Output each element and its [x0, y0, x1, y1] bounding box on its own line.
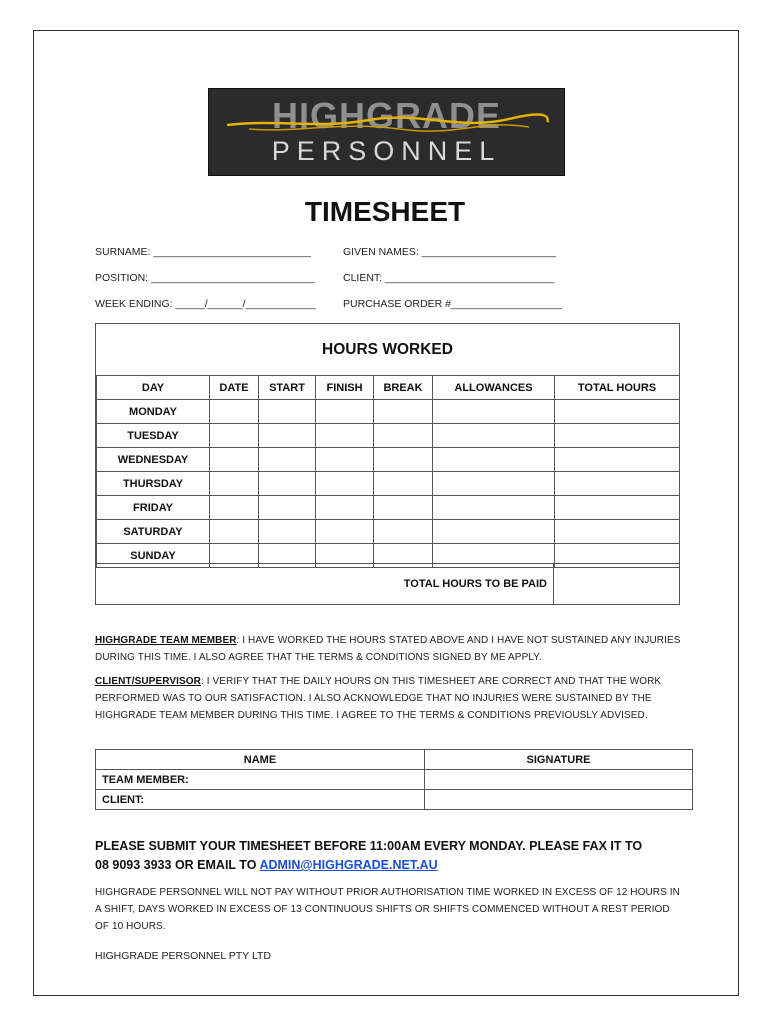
- start-cell[interactable]: [259, 448, 316, 472]
- team-member-text: : I HAVE WORKED THE HOURS STATED ABOVE AND I HAVE NOT SUSTAINED ANY INJURIES DURING THIS TIME. I ALSO AGREE THAT THE TERMS & CONDITIONS SIGNED BY ME APPLY.: [95, 635, 681, 663]
- table-row: [97, 448, 680, 472]
- hours-worked-table: [95, 323, 680, 605]
- date-cell[interactable]: [210, 448, 259, 472]
- date-cell[interactable]: [210, 424, 259, 448]
- name-header: NAME: [96, 750, 425, 770]
- start-cell[interactable]: [259, 424, 316, 448]
- week-ending-field[interactable]: WEEK ENDING: _____/______/____________: [95, 298, 316, 310]
- start-cell[interactable]: [259, 520, 316, 544]
- col-start: START: [259, 376, 316, 400]
- finish-cell[interactable]: [316, 472, 374, 496]
- day-label: THURSDAY: [97, 472, 210, 496]
- client-field[interactable]: CLIENT: _____________________________: [343, 272, 555, 284]
- allowances-cell[interactable]: [433, 496, 555, 520]
- team-member-signature-cell[interactable]: [425, 770, 693, 790]
- hours-grid: [96, 375, 680, 568]
- company-logo: [208, 88, 565, 176]
- given-names-field[interactable]: GIVEN NAMES: _______________________: [343, 246, 557, 258]
- col-date: DATE: [210, 376, 259, 400]
- logo-line1: HIGHGRADE: [271, 95, 501, 136]
- col-allowances: ALLOWANCES: [433, 376, 555, 400]
- finish-cell[interactable]: [316, 520, 374, 544]
- purchase-order-field[interactable]: PURCHASE ORDER #___________________: [343, 298, 562, 310]
- team-member-label[interactable]: TEAM MEMBER:: [96, 770, 425, 790]
- allowances-cell[interactable]: [433, 472, 555, 496]
- day-label: WEDNESDAY: [97, 448, 210, 472]
- finish-cell[interactable]: [316, 424, 374, 448]
- break-cell[interactable]: [374, 496, 433, 520]
- allowances-cell[interactable]: [433, 424, 555, 448]
- date-cell[interactable]: [210, 472, 259, 496]
- team-member-declaration: [95, 632, 685, 666]
- break-cell[interactable]: [374, 424, 433, 448]
- client-signature-cell[interactable]: [425, 790, 693, 810]
- client-label[interactable]: CLIENT:: [96, 790, 425, 810]
- hours-worked-title: HOURS WORKED: [322, 341, 453, 358]
- client-text: : I VERIFY THAT THE DAILY HOURS ON THIS TIMESHEET ARE CORRECT AND THAT THE WORK PERFORMED WAS TO OUR SATISFACTION. I ALSO ACKNOWLEDGE THAT NO INJURIES WERE SUSTAINED BY THE HIGHGRADE TEAM MEMBER DURING THIS TIME. I AGREE TO THE TERMS & CONDITIONS PREVIOUSLY ADVISED.: [95, 676, 662, 721]
- start-cell[interactable]: [259, 472, 316, 496]
- policy-text: HIGHGRADE PERSONNEL WILL NOT PAY WITHOUT PRIOR AUTHORISATION TIME WORKED IN EXCESS OF 12 HOURS IN A SHIFT, DAYS WORKED IN EXCESS OF 13 CONTINUOUS SHIFTS OR SHIFTS COMMENCED WITHOUT A REST PERIOD OF 10 HOURS.: [95, 887, 680, 932]
- email-link[interactable]: ADMIN@HIGHGRADE.NET.AU: [259, 858, 438, 872]
- day-label: SUNDAY: [97, 544, 210, 568]
- table-row: [96, 790, 693, 810]
- page-title: TIMESHEET: [304, 196, 466, 227]
- total-hours-cell[interactable]: [555, 424, 680, 448]
- total-hours-label: TOTAL HOURS TO BE PAID: [403, 578, 547, 590]
- date-cell[interactable]: [210, 496, 259, 520]
- submit-instructions: [95, 837, 642, 875]
- table-row: [97, 520, 680, 544]
- day-label: MONDAY: [97, 400, 210, 424]
- client-declaration: [95, 673, 685, 724]
- table-row: [96, 770, 693, 790]
- total-hours-cell[interactable]: [555, 496, 680, 520]
- table-row: [97, 400, 680, 424]
- table-row: [97, 424, 680, 448]
- total-hours-cell[interactable]: [555, 448, 680, 472]
- company-name: HIGHGRADE PERSONNEL PTY LTD: [95, 950, 272, 962]
- position-field[interactable]: POSITION: ____________________________: [95, 272, 315, 284]
- surname-field[interactable]: SURNAME: ___________________________: [95, 246, 312, 258]
- finish-cell[interactable]: [316, 448, 374, 472]
- finish-cell[interactable]: [316, 400, 374, 424]
- break-cell[interactable]: [374, 472, 433, 496]
- day-label: FRIDAY: [97, 496, 210, 520]
- finish-cell[interactable]: [316, 496, 374, 520]
- table-row: [97, 472, 680, 496]
- total-hours-row: [96, 563, 679, 605]
- hours-header-row: [97, 376, 680, 400]
- total-hours-cell[interactable]: [555, 472, 680, 496]
- allowances-cell[interactable]: [433, 400, 555, 424]
- team-member-heading: HIGHGRADE TEAM MEMBER: [95, 635, 237, 646]
- col-day: DAY: [97, 376, 210, 400]
- signature-header: SIGNATURE: [425, 750, 693, 770]
- break-cell[interactable]: [374, 448, 433, 472]
- total-hours-paid-cell[interactable]: [553, 564, 679, 605]
- signature-header-row: [96, 750, 693, 770]
- date-cell[interactable]: [210, 400, 259, 424]
- submit-line1: PLEASE SUBMIT YOUR TIMESHEET BEFORE 11:00AM EVERY MONDAY. PLEASE FAX IT TO: [95, 839, 643, 853]
- submit-line2-prefix: 08 9093 3933 OR EMAIL TO: [95, 858, 260, 872]
- allowances-cell[interactable]: [433, 448, 555, 472]
- table-row: [97, 496, 680, 520]
- submit-line2: [95, 856, 642, 875]
- col-total-hours: TOTAL HOURS: [555, 376, 680, 400]
- allowances-cell[interactable]: [433, 520, 555, 544]
- break-cell[interactable]: [374, 400, 433, 424]
- start-cell[interactable]: [259, 496, 316, 520]
- break-cell[interactable]: [374, 520, 433, 544]
- col-break: BREAK: [374, 376, 433, 400]
- day-label: SATURDAY: [97, 520, 210, 544]
- total-hours-cell[interactable]: [555, 400, 680, 424]
- total-hours-cell[interactable]: [555, 520, 680, 544]
- client-heading: CLIENT/SUPERVISOR: [95, 676, 201, 687]
- signature-table: [95, 749, 693, 810]
- start-cell[interactable]: [259, 400, 316, 424]
- date-cell[interactable]: [210, 520, 259, 544]
- col-finish: FINISH: [316, 376, 374, 400]
- day-label: TUESDAY: [97, 424, 210, 448]
- logo-line2: PERSONNEL: [271, 136, 502, 166]
